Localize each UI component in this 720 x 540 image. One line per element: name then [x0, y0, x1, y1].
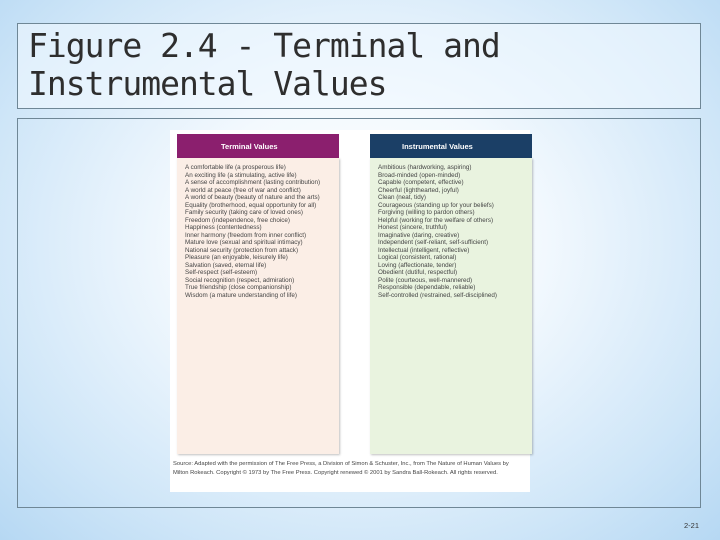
list-item: Courageous (standing up for your beliefs) — [378, 201, 494, 209]
page-number: 2-21 — [684, 521, 700, 530]
terminal-values-heading: Terminal Values — [177, 134, 339, 158]
list-item: Intellectual (intelligent, reflective) — [378, 246, 470, 254]
figure-source-note: Source: Adapted with the permission of The Free Press, a Division of Simon & Schuster, Inc., from The Nature of Human Values by Milton Rokeach. Copyright © 1973 by The Free Press. Copyright renewed © 2001 by Sandra Ball-Rokeach. All rights reserved. — [173, 461, 509, 476]
list-item: An exciting life (a stimulating, active life) — [185, 171, 297, 179]
list-item: Loving (affectionate, tender) — [378, 261, 457, 269]
list-item: Mature love (sexual and spiritual intimacy) — [185, 239, 303, 246]
list-item: Clean (neat, tidy) — [378, 194, 426, 201]
list-item: Responsible (dependable, reliable) — [378, 284, 476, 291]
list-item: Wisdom (a mature understanding of life) — [185, 291, 297, 299]
list-item: True friendship (close companionship) — [185, 284, 292, 291]
list-item: A world of beauty (beauty of nature and the arts) — [185, 194, 320, 201]
list-item: A comfortable life (a prosperous life) — [185, 164, 286, 171]
list-item: Helpful (working for the welfare of others) — [378, 216, 494, 224]
list-item: Freedom (independence, free choice) — [185, 216, 291, 224]
list-item: Family security (taking care of loved ones) — [185, 209, 303, 216]
list-item: Logical (consistent, rational) — [378, 254, 457, 261]
list-item: Independent (self-reliant, self-sufficient) — [378, 239, 489, 246]
list-item: Imaginative (daring, creative) — [378, 231, 460, 239]
list-item: Polite (courteous, well-mannered) — [378, 276, 473, 284]
list-item: Ambitious (hardworking, aspiring) — [378, 164, 472, 171]
instrumental-values-column — [370, 134, 532, 454]
list-item: A sense of accomplishment (lasting contribution) — [185, 179, 321, 186]
list-item: Cheerful (lighthearted, joyful) — [378, 186, 459, 194]
list-item: Inner harmony (freedom from inner conflict) — [185, 231, 307, 239]
list-item: Self-controlled (restrained, self-disciplined) — [378, 291, 497, 299]
list-item: Self-respect (self-esteem) — [185, 269, 258, 276]
instrumental-values-heading: Instrumental Values — [370, 134, 532, 158]
terminal-values-column — [177, 134, 339, 454]
list-item: National security (protection from attack) — [185, 246, 299, 254]
instrumental-values-list — [370, 158, 532, 454]
list-item: Obedient (dutiful, respectful) — [378, 269, 458, 276]
list-item: Pleasure (an enjoyable, leisurely life) — [185, 254, 288, 261]
list-item: Social recognition (respect, admiration) — [185, 276, 295, 284]
list-item: Happiness (contentedness) — [185, 224, 262, 231]
terminal-values-list — [177, 158, 339, 454]
slide-title: Figure 2.4 - Terminal and Instrumental Values — [28, 26, 500, 103]
list-item: Honest (sincere, truthful) — [378, 224, 447, 231]
values-figure — [170, 130, 530, 492]
list-item: A world at peace (free of war and conflict) — [185, 186, 301, 194]
list-item: Broad-minded (open-minded) — [378, 171, 461, 179]
list-item: Salvation (saved, eternal life) — [185, 261, 267, 269]
list-item: Equality (brotherhood, equal opportunity for all) — [185, 201, 317, 209]
list-item: Forgiving (willing to pardon others) — [378, 209, 475, 216]
list-item: Capable (competent, effective) — [378, 179, 464, 186]
